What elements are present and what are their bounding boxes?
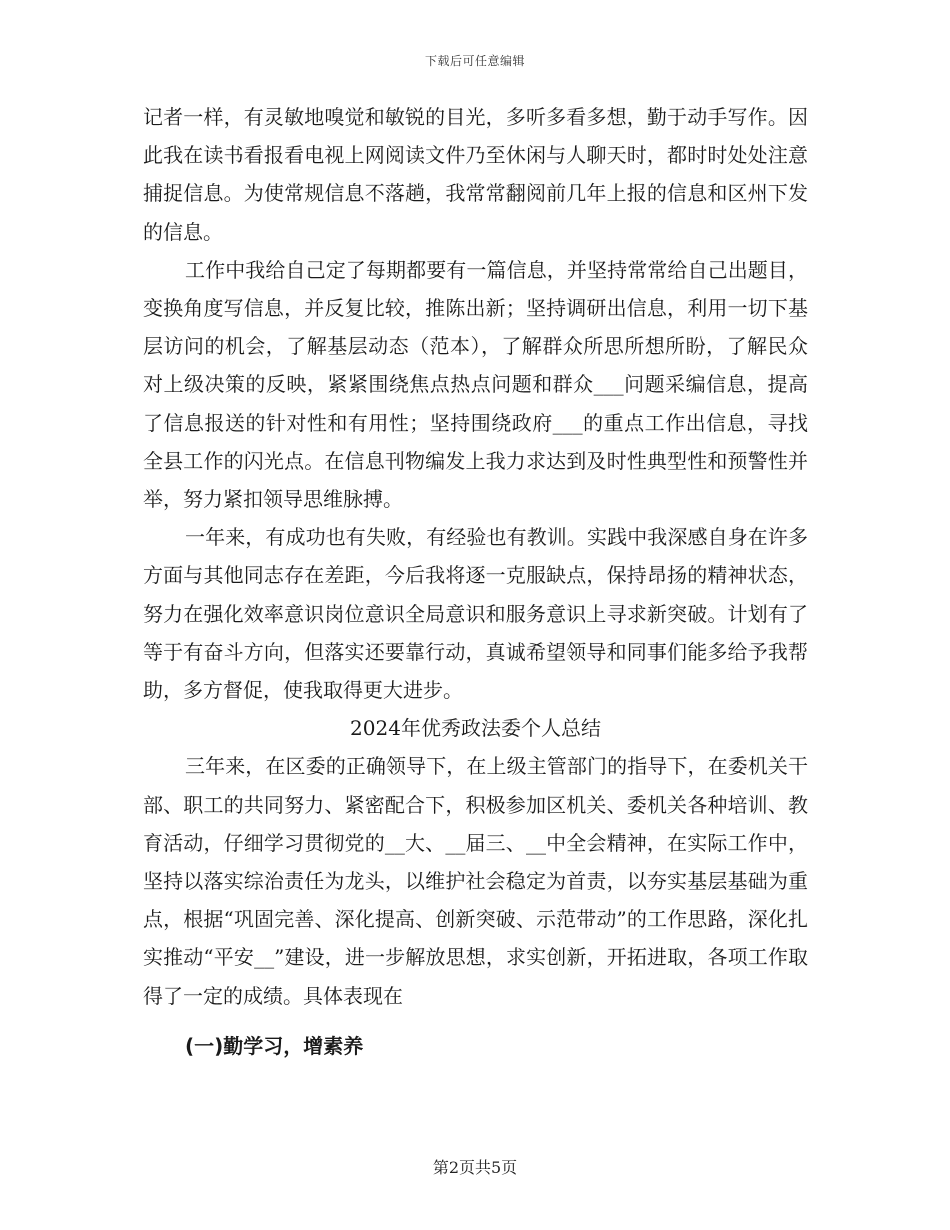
page-number: 第2页共5页 [432,1158,518,1177]
body-paragraph-2: 工作中我给自己定了每期都要有一篇信息，并坚持常常给自己出题目，变换角度写信息，并反复比较，推陈出新；坚持调研出信息，利用一切下基层访问的机会，了解基层动态（范本），了解群众所思所想所盼，了解民众对上级决策的反映，紧紧围绕焦点热点问题和群众___问题采编信息，提高了信息报送的针对性和有用性；坚持围绕政府___的重点工作出信息，寻找全县工作的闪光点。在信息刊物编发上我力求达到及时性典型性和预警性并举，努力紧扣领导思维脉搏。 [143,257,808,512]
document-body [143,98,808,1065]
section-title: 2024年优秀政法委个人总结 [350,716,601,741]
section-paragraph: 三年来，在区委的正确领导下，在上级主管部门的指导下，在委机关干部、职工的共同努力、紧密配合下，积极参加区机关、委机关各种培训、教育活动，仔细学习贯彻党的__大、__届三、__中全会精神，在实际工作中，坚持以落实综治责任为龙头，以维护社会稳定为首责，以夯实基层基础为重点，根据“巩固完善、深化提高、创新突破、示范带动”的工作思路，深化扎实推动“平安__”建设，进一步解放思想，求实创新，开拓进取，各项工作取得了一定的成绩。具体表现在 [143,754,808,1008]
body-paragraph-1: 记者一样，有灵敏地嗅觉和敏锐的目光，多听多看多想，勤于动手写作。因此我在读书看报看电视上网阅读文件乃至休闲与人聊天时，都时时处处注意捕捉信息。为使常规信息不落趟，我常常翻阅前几年上报的信息和区州下发的信息。 [143,105,808,244]
subheading: (一)勤学习，增素养 [185,1033,364,1058]
body-paragraph-3: 一年来，有成功也有失败，有经验也有教训。实践中我深感自身在许多方面与其他同志存在差距，今后我将逐一克服缺点，保持昂扬的精神状态，努力在强化效率意识岗位意识全局意识和服务意识上寻求新突破。计划有了等于有奋斗方向，但落实还要靠行动，真诚希望领导和同事们能多给予我帮助，多方督促，使我取得更大进步。 [143,525,808,703]
page-header-note: 下载后可任意编辑 [424,54,525,68]
